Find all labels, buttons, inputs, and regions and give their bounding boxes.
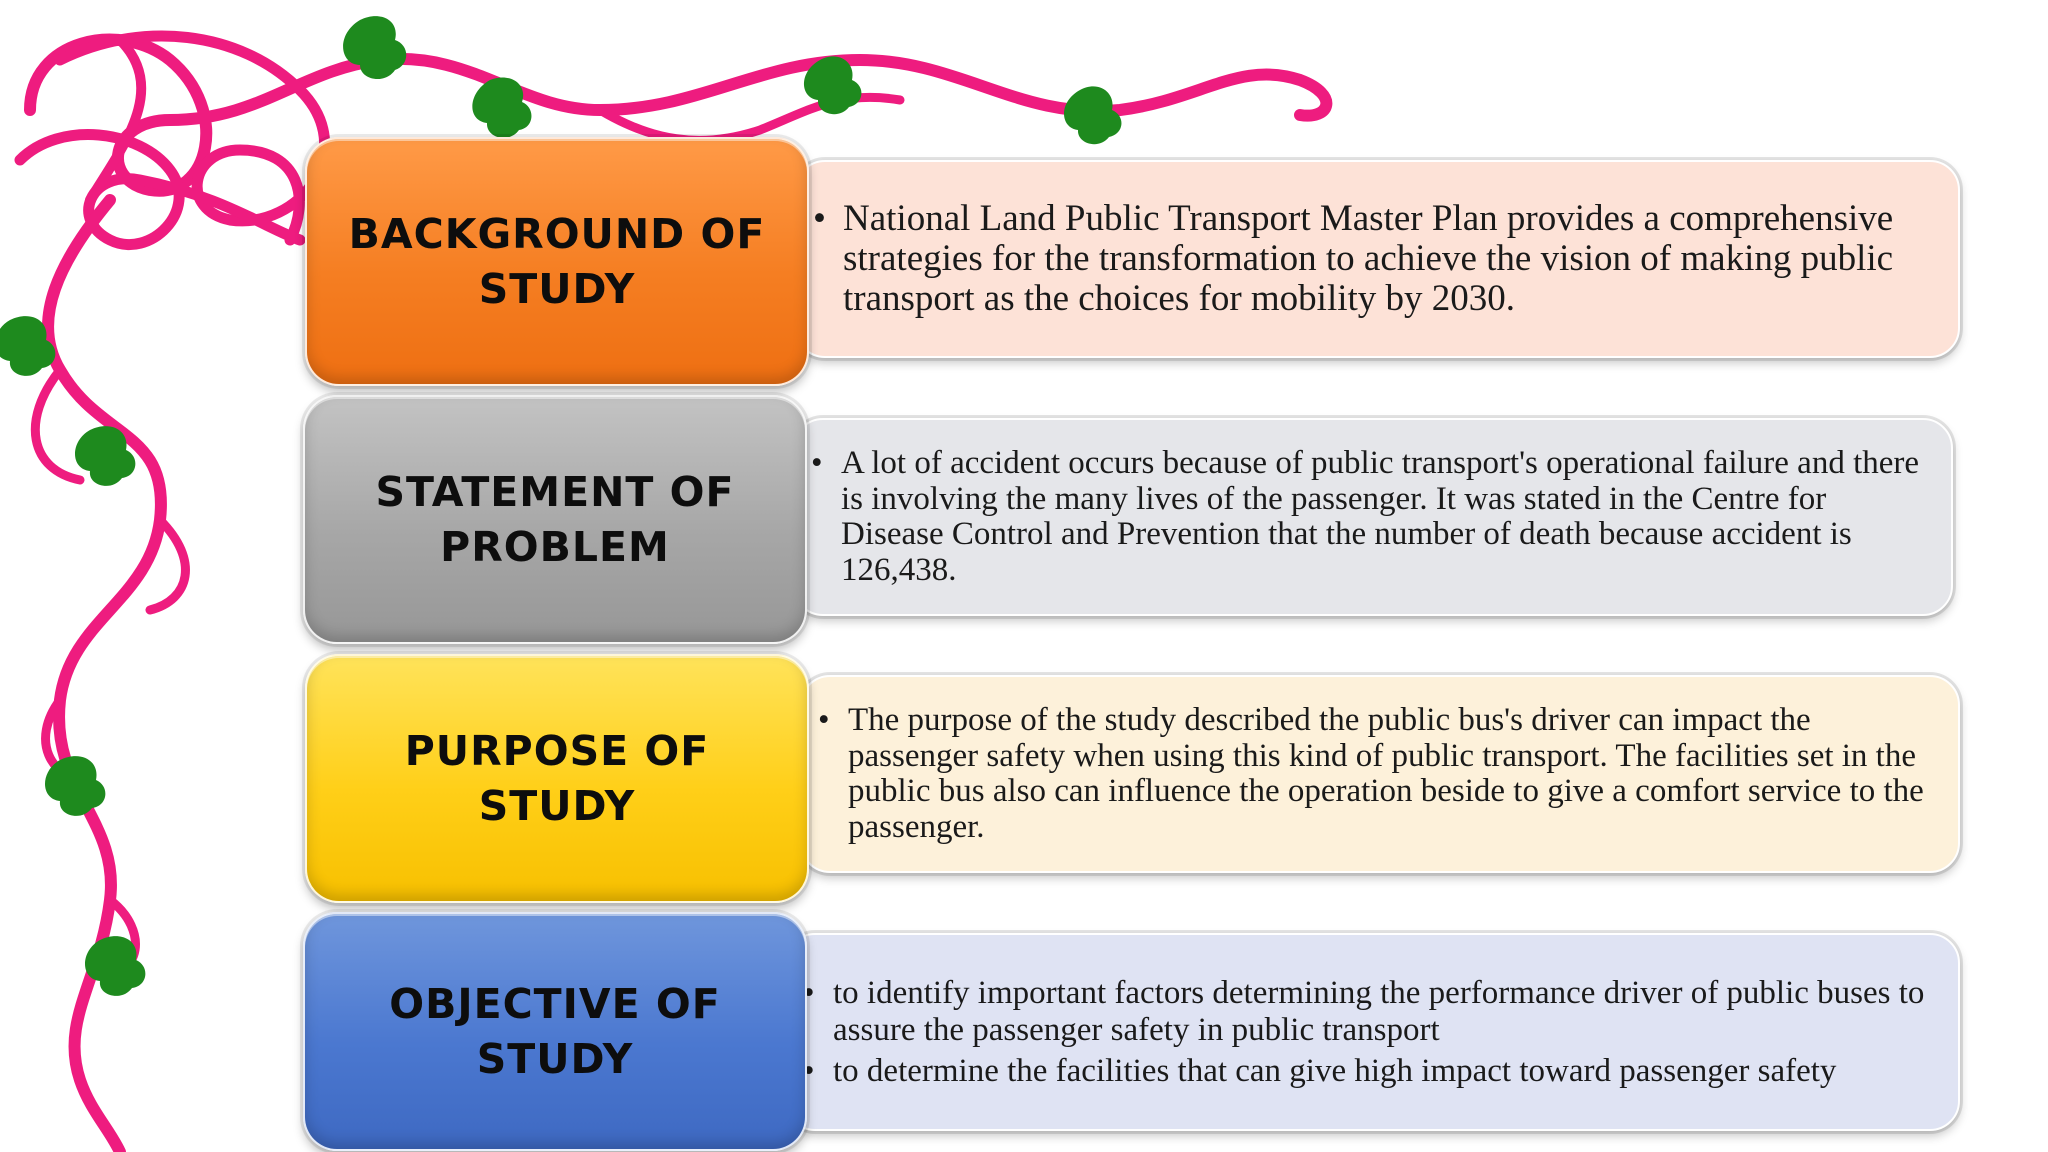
objective-label-box: [303, 912, 807, 1151]
objective-label-line2: STUDY: [476, 1034, 634, 1083]
purpose-label-line2: STUDY: [478, 781, 636, 830]
background-label-line1: BACKGROUND OF: [348, 209, 766, 258]
purpose-bullets: [848, 703, 1930, 845]
background-content-box: [795, 160, 1960, 358]
bullet-item: • to identify important factors determining the performance driver of public buses to assure the passenger safety in public transport: [833, 975, 1930, 1049]
purpose-label-box: [305, 654, 809, 903]
statement-bullets: [841, 446, 1923, 588]
objective-content-box: [785, 933, 1960, 1131]
bullet-item: • National Land Public Transport Master Plan provides a comprehensive strategies for the transformation to achieve the vision of making public transport as the choices for mobility by 2030.: [843, 199, 1930, 319]
bullet-item: • A lot of accident occurs because of public transport's operational failure and there is involving the many lives of the passenger. It was stated in the Centre for Disease Control and Prevention that the number of death because accident is 126,438.: [841, 446, 1923, 588]
bullet-item: • The purpose of the study described the public bus's driver can impact the passenger safety when using this kind of public transport. The facilities set in the public bus also can influence the operation beside to give a comfort service to the passenger.: [848, 703, 1930, 845]
statement-label: [335, 465, 775, 575]
background-label: [337, 207, 777, 317]
purpose-label: [337, 724, 777, 834]
background-bullets: [843, 199, 1930, 319]
objective-label-line1: OBJECTIVE OF: [389, 979, 721, 1028]
purpose-label-line1: PURPOSE OF: [404, 726, 710, 775]
background-label-box: [305, 137, 809, 386]
statement-label-box: [303, 395, 807, 644]
purpose-content-box: [800, 675, 1960, 873]
objective-bullets: [833, 975, 1930, 1090]
background-label-line2: STUDY: [478, 264, 636, 313]
statement-content-box: [793, 418, 1953, 616]
bullet-item: • to determine the facilities that can give high impact toward passenger safety: [833, 1053, 1930, 1090]
statement-label-line2: PROBLEM: [440, 522, 670, 571]
statement-label-line1: STATEMENT OF: [375, 467, 735, 516]
objective-label: [335, 977, 775, 1087]
